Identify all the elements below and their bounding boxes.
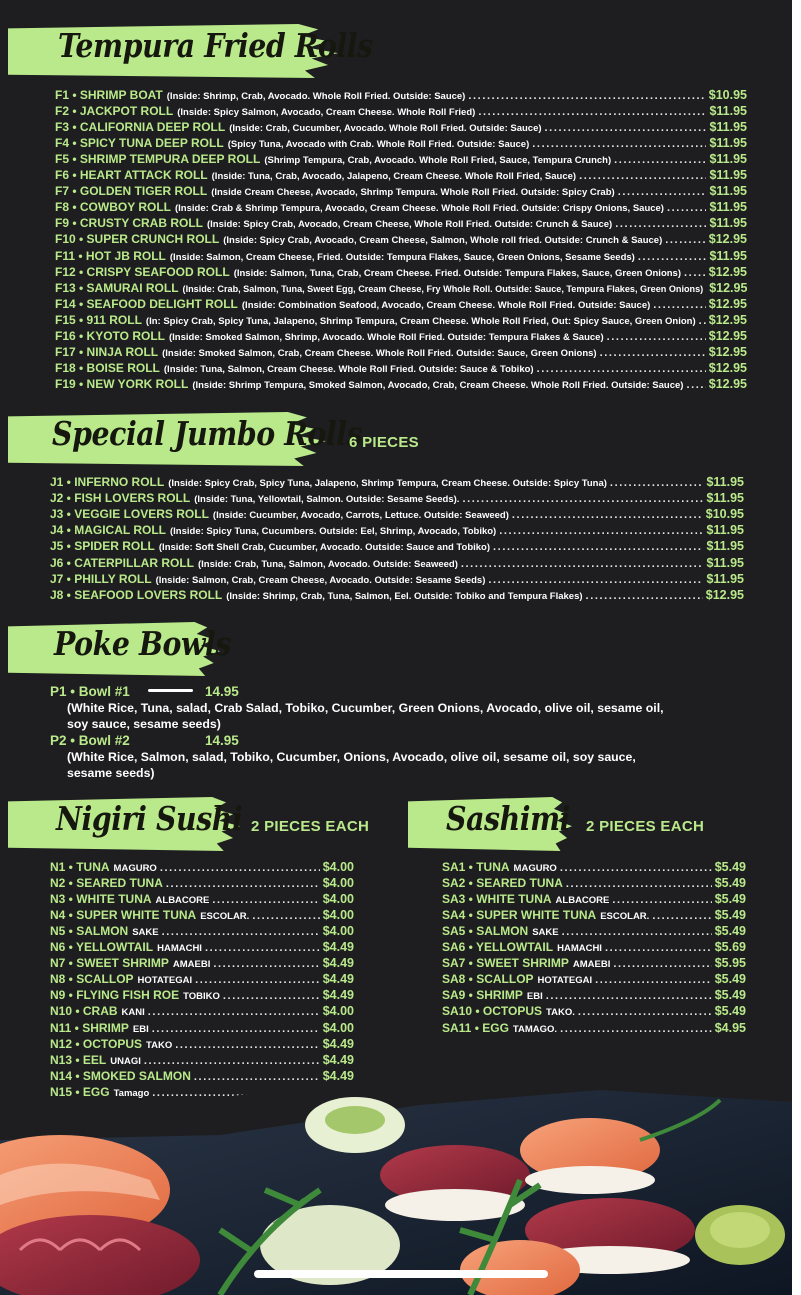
menu-item-row — [50, 940, 354, 956]
menu-item-name: F10 • SUPER CRUNCH ROLL — [55, 232, 220, 247]
poke-bowl-description: (White Rice, Salmon, salad, Tobiko, Cucumber, Onions, Avocado, olive oil, sesame oil, soy sauce, sesame seeds) — [67, 750, 636, 780]
menu-item-price: $4.49 — [322, 988, 354, 1003]
menu-item-name: N9 • FLYING FISH ROE — [50, 988, 180, 1003]
menu-item-name: SA10 • OCTOPUS — [442, 1004, 543, 1019]
menu-item-detail: MAGURO — [513, 863, 557, 874]
menu-item-name: F15 • 911 ROLL — [55, 312, 142, 327]
menu-item-detail: (Inside: Crab, Salmon, Tuna, Sweet Egg, Cream Cheese, Fry Whole Roll. Outside: Sauce, Tempura Flakes, Green Onions) — [182, 283, 704, 294]
menu-item-price: $11.95 — [709, 168, 747, 183]
menu-item-row — [55, 361, 747, 377]
dot-leader — [195, 974, 320, 986]
dot-leader — [600, 347, 706, 359]
menu-item-detail: ALBACORE — [155, 895, 210, 907]
sashimi-title: Sashimi — [446, 799, 571, 838]
menu-item-price: $4.49 — [322, 972, 354, 987]
menu-item-price: $11.95 — [709, 120, 747, 135]
menu-item-row — [50, 572, 744, 588]
menu-item-detail: (Inside: Crab, Tuna, Salmon, Avocado. Outside: Seaweed) — [197, 558, 458, 570]
menu-item-row — [50, 956, 354, 972]
menu-item-detail: ESCOLAR. — [200, 911, 250, 923]
menu-item-name: F4 • SPICY TUNA DEEP ROLL — [55, 136, 224, 151]
tempura-title: Tempura Fried Rolls — [58, 26, 373, 65]
menu-item-row — [55, 265, 747, 281]
dot-leader — [578, 1006, 712, 1018]
menu-item-price: $4.49 — [322, 940, 354, 955]
menu-item-detail: ALBACORE — [555, 895, 610, 907]
dot-leader — [566, 878, 712, 890]
dot-leader — [213, 958, 319, 970]
menu-item-price: $5.49 — [714, 988, 746, 1003]
menu-item-detail: MAGURO — [113, 863, 157, 874]
menu-item-row — [50, 523, 744, 539]
menu-item-name: N13 • EEL — [50, 1052, 107, 1067]
sushi-photo-image — [0, 1080, 792, 1295]
menu-item-name: F12 • CRISPY SEAFOOD ROLL — [55, 264, 230, 279]
sushi-photo — [0, 1080, 792, 1295]
menu-item-price: $11.95 — [709, 216, 747, 231]
menu-item-row — [50, 988, 354, 1004]
menu-item-price: $12.95 — [709, 280, 747, 295]
menu-item-detail: (Inside: Tuna, Crab, Avocado, Jalapeno, Cream Cheese. Whole Roll Fried, Sauce) — [211, 171, 577, 183]
menu-item-name: J4 • MAGICAL ROLL — [50, 523, 166, 538]
poke-bowl-price: 14.95 — [205, 733, 239, 748]
menu-item-name: F18 • BOISE ROLL — [55, 360, 160, 375]
menu-item-detail: (Inside Cream Cheese, Avocado, Shrimp Tempura. Whole Roll Fried. Outside: Spicy Crab) — [211, 187, 615, 199]
menu-item-row — [442, 1021, 746, 1037]
menu-item-name: F5 • SHRIMP TEMPURA DEEP ROLL — [55, 152, 261, 167]
dot-leader — [612, 894, 711, 906]
menu-item-name: F16 • KYOTO ROLL — [55, 328, 165, 343]
dot-leader — [144, 1055, 320, 1067]
menu-item-row — [50, 908, 354, 924]
menu-item-detail: (Inside: Salmon, Crab, Cream Cheese, Avocado. Outside: Sesame Seeds) — [155, 574, 486, 586]
jumbo-title: Special Jumbo Rolls — [52, 414, 363, 453]
menu-item-price: $5.49 — [714, 924, 746, 939]
menu-item-name: SA6 • YELLOWTAIL — [442, 940, 554, 955]
menu-item-name: J7 • PHILLY ROLL — [50, 571, 152, 586]
menu-item-name: N2 • SEARED TUNA — [50, 876, 163, 891]
dot-leader — [615, 218, 706, 230]
menu-item-row — [50, 892, 354, 908]
menu-item-row — [442, 908, 746, 924]
dot-leader — [699, 315, 706, 327]
menu-item-name: N3 • WHITE TUNA — [50, 892, 152, 907]
menu-item-row — [442, 972, 746, 988]
menu-item-price: $4.49 — [322, 956, 354, 971]
menu-item-price: $5.49 — [714, 876, 746, 891]
menu-item-detail: UNAGI — [110, 1055, 141, 1067]
menu-item-price: $5.49 — [714, 908, 746, 923]
menu-item-name: F19 • NEW YORK ROLL — [55, 376, 189, 391]
dot-leader — [607, 331, 706, 343]
menu-item-row — [442, 940, 746, 956]
menu-item-name: F14 • SEAFOOD DELIGHT ROLL — [55, 296, 238, 311]
menu-item-name: F9 • CRUSTY CRAB ROLL — [55, 216, 203, 231]
menu-item-detail: AMAEBI — [572, 959, 611, 971]
menu-item-detail: (Inside: Salmon, Cream Cheese, Fried. Outside: Tempura Flakes, Sauce, Green Onions, Sesame Seeds) — [169, 251, 635, 263]
menu-item-row — [55, 377, 747, 393]
menu-item-detail: ESCOLAR. — [600, 911, 650, 923]
menu-item-row — [55, 136, 747, 152]
menu-item-name: F8 • COWBOY ROLL — [55, 200, 171, 215]
menu-item-name: N15 • EGG — [50, 1084, 110, 1099]
menu-item-price: $5.49 — [714, 892, 746, 907]
menu-item-price: $12.95 — [705, 587, 744, 602]
menu-item-row — [50, 924, 354, 940]
menu-item-price: $11.95 — [706, 475, 744, 489]
menu-item-name: J3 • VEGGIE LOVERS ROLL — [50, 507, 209, 522]
menu-item-row — [55, 152, 747, 168]
menu-item-price: $11.95 — [706, 539, 744, 554]
menu-item-detail: KANI — [121, 1007, 145, 1019]
menu-item-detail: TAKO. — [546, 1007, 575, 1019]
menu-item-row — [55, 313, 747, 329]
menu-item-detail: HOTATEGAI — [537, 975, 593, 987]
menu-item-detail: TAMAGO. — [512, 1023, 558, 1035]
menu-item-name: N10 • CRAB — [50, 1004, 118, 1019]
menu-item-name: N14 • SMOKED SALMON — [50, 1068, 191, 1083]
menu-item-price: $4.49 — [322, 1068, 354, 1083]
menu-item-name: N11 • SHRIMP — [50, 1020, 129, 1035]
menu-item-name: J6 • CATERPILLAR ROLL — [50, 555, 194, 570]
menu-item-name: SA1 • TUNA — [442, 860, 510, 874]
menu-item-name: F6 • HEART ATTACK ROLL — [55, 168, 208, 183]
menu-item-name: F1 • SHRIMP BOAT — [55, 88, 163, 102]
menu-item-row — [55, 232, 747, 248]
menu-item-name: N7 • SWEET SHRIMP — [50, 956, 169, 971]
menu-item-price: $12.95 — [708, 344, 747, 359]
menu-item-price: $4.00 — [322, 892, 354, 907]
menu-item-row — [55, 120, 747, 136]
menu-item-name: SA9 • SHRIMP — [442, 988, 523, 1003]
menu-item-row — [50, 507, 744, 523]
dot-leader — [614, 154, 706, 166]
menu-item-detail: Tamago — [113, 1087, 150, 1099]
menu-item-price: $11.95 — [706, 523, 744, 538]
menu-item-name: N12 • OCTOPUS — [50, 1036, 143, 1051]
menu-item-price: $5.49 — [714, 972, 746, 987]
menu-item-price: $11.95 — [709, 184, 747, 199]
dot-leader — [560, 862, 712, 874]
dot-leader — [665, 234, 706, 246]
poke-bowl-name: P1 • Bowl #1 — [50, 684, 130, 699]
menu-item-name: N1 • TUNA — [50, 860, 110, 874]
nigiri-title: Nigiri Sushi — [56, 799, 243, 838]
menu-item-row — [55, 184, 747, 200]
menu-item-price: $12.95 — [708, 328, 747, 343]
menu-item-detail: (Inside: Tuna, Yellowtail, Salmon. Outside: Sesame Seeds). — [194, 494, 460, 506]
menu-item-detail: (Inside: Salmon, Tuna, Crab, Cream Cheese. Fried. Outside: Tempura Flakes, Sauce, Green Onions) — [233, 267, 682, 279]
menu-item-price: $4.00 — [322, 908, 354, 923]
dot-leader — [653, 299, 705, 311]
menu-item-detail: (Inside: Spicy Crab, Spicy Tuna, Jalapeno, Shrimp Tempura, Cream Cheese. Outside: Spicy Tuna) — [168, 478, 607, 489]
menu-item-detail: SAKE — [532, 927, 559, 939]
nigiri-subtitle: 2 PIECES EACH — [251, 818, 370, 835]
menu-item-detail: HOTATEGAI — [137, 975, 193, 987]
menu-item-price: $11.95 — [706, 571, 744, 586]
dot-leader — [618, 186, 707, 198]
menu-item-name: F7 • GOLDEN TIGER ROLL — [55, 184, 208, 199]
dot-leader — [478, 106, 706, 118]
poke-bowl-description: (White Rice, Tuna, salad, Crab Salad, Tobiko, Cucumber, Green Onions, Avocado, olive oil, sesame oil, soy sauce, sesame seeds) — [67, 701, 664, 731]
dot-leader — [613, 958, 711, 970]
bowl-divider-stroke — [148, 689, 193, 692]
dot-leader — [252, 910, 319, 922]
menu-item-detail: (Inside: Spicy Crab, Avocado, Cream Cheese, Salmon, Whole roll fried. Outside: Crunch & Sauce) — [223, 235, 663, 247]
dot-leader — [162, 926, 320, 938]
menu-item-detail: TOBIKO — [183, 991, 220, 1003]
menu-item-name: N8 • SCALLOP — [50, 972, 134, 987]
dot-leader — [610, 477, 704, 489]
menu-item-detail: (Inside: Smoked Salmon, Shrimp, Avocado. Whole Roll Fried. Outside: Tempura Flakes & Sauce) — [169, 331, 604, 343]
menu-item-name: F13 • SAMURAI ROLL — [55, 280, 179, 295]
dot-leader — [605, 942, 712, 954]
menu-item-price: $10.95 — [708, 88, 747, 102]
dot-leader — [152, 1023, 320, 1035]
menu-item-price: $4.49 — [322, 1052, 354, 1067]
menu-item-name: J8 • SEAFOOD LOVERS ROLL — [50, 587, 223, 602]
menu-item-row — [50, 491, 744, 507]
menu-item-row — [50, 1021, 354, 1037]
menu-item-name: F2 • JACKPOT ROLL — [55, 104, 174, 119]
menu-item-detail: (Spicy Tuna, Avocado with Crab. Whole Roll Fried. Outside: Sauce) — [227, 139, 530, 151]
dot-leader — [205, 942, 320, 954]
menu-item-row — [50, 556, 744, 572]
menu-item-detail: (Inside: Smoked Salmon, Crab, Cream Cheese. Whole Roll Fried. Outside: Sauce, Green Onions) — [162, 347, 597, 359]
menu-item-row — [442, 892, 746, 908]
menu-item-price: $4.00 — [322, 924, 354, 939]
menu-item-price: $11.95 — [706, 491, 744, 506]
menu-item-detail: AMAEBI — [172, 959, 211, 971]
home-indicator[interactable] — [254, 1270, 548, 1278]
dot-leader — [560, 1023, 712, 1035]
menu-item-row — [442, 924, 746, 940]
menu-item-detail: (Inside: Spicy Crab, Avocado, Cream Cheese, Whole Roll Fried. Outside: Crunch & Sauce) — [206, 219, 613, 231]
menu-item-detail: (Inside: Cucumber, Avocado, Carrots, Lettuce. Outside: Seaweed) — [212, 510, 509, 522]
dot-leader — [545, 122, 707, 134]
dot-leader — [461, 558, 704, 570]
menu-item-row — [442, 876, 746, 892]
menu-item-row — [55, 345, 747, 361]
menu-item-name: N5 • SALMON — [50, 924, 129, 939]
dot-leader — [652, 910, 711, 922]
menu-item-price: $11.95 — [709, 248, 747, 263]
menu-item-price: $11.95 — [709, 152, 747, 167]
menu-item-detail: (Inside: Crab & Shrimp Tempura, Avocado, Cream Cheese. Whole Roll Fried. Outside: Crispy Onions, Sauce) — [174, 203, 664, 215]
dot-leader — [638, 251, 707, 263]
dot-leader — [462, 493, 703, 505]
menu-item-price: $12.95 — [708, 264, 747, 279]
menu-item-row — [50, 860, 354, 876]
dot-leader — [493, 541, 703, 553]
menu-item-row — [55, 200, 747, 216]
menu-item-name: F3 • CALIFORNIA DEEP ROLL — [55, 120, 226, 135]
menu-item-price: $10.95 — [705, 507, 744, 522]
menu-item-detail: (Shrimp Tempura, Crab, Avocado. Whole Roll Fried, Sauce, Tempura Crunch) — [264, 155, 612, 167]
menu-item-row — [50, 876, 354, 892]
menu-item-price: $4.00 — [322, 876, 354, 891]
menu-item-detail: (Inside: Combination Seafood, Avocado, Cream Cheese. Whole Roll Fried. Outside: Sauce) — [241, 299, 651, 311]
menu-item-name: F11 • HOT JB ROLL — [55, 248, 166, 263]
poke-bowl-price: 14.95 — [205, 684, 239, 699]
menu-item-price: $11.95 — [706, 555, 744, 570]
menu-item-price: $11.95 — [709, 136, 747, 151]
menu-item-name: J1 • INFERNO ROLL — [50, 475, 165, 489]
poke-title: Poke Bowls — [54, 624, 231, 663]
menu-item-name: N4 • SUPER WHITE TUNA — [50, 908, 197, 923]
menu-item-detail: (Inside: Shrimp, Crab, Avocado. Whole Roll Fried. Outside: Sauce) — [166, 91, 466, 102]
dot-leader — [488, 574, 703, 586]
menu-item-row — [50, 972, 354, 988]
menu-item-price: $12.95 — [708, 312, 747, 327]
dot-leader — [499, 525, 703, 537]
menu-item-detail: (Inside: Tuna, Salmon, Cream Cheese. Whole Roll Fried. Outside: Sauce & Tobiko) — [163, 363, 534, 375]
menu-item-name: SA5 • SALMON — [442, 924, 529, 939]
menu-item-name: SA11 • EGG — [442, 1020, 509, 1035]
menu-item-price: $11.95 — [709, 200, 747, 215]
menu-item-price: $4.95 — [714, 1020, 746, 1035]
menu-item-price: $5.49 — [714, 1004, 746, 1019]
menu-item-detail: TAKO — [146, 1039, 173, 1051]
menu-item-price: $12.95 — [708, 296, 747, 311]
menu-item-detail: (Inside: Shrimp, Crab, Tuna, Salmon, Eel. Outside: Tobiko and Tempura Flakes) — [226, 590, 583, 602]
sashimi-subtitle: 2 PIECES EACH — [586, 818, 705, 835]
menu-item-row — [50, 475, 744, 491]
dot-leader — [595, 974, 712, 986]
menu-item-detail: EBI — [526, 991, 543, 1003]
menu-item-row — [50, 539, 744, 555]
menu-item-detail: (In: Spicy Crab, Spicy Tuna, Jalapeno, Shrimp Tempura, Cream Cheese. Whole Roll Fried, Out: Spicy Sauce, Green Onion) — [145, 315, 696, 327]
dot-leader — [148, 1006, 320, 1018]
dot-leader — [468, 90, 705, 102]
menu-item-row — [442, 860, 746, 876]
dot-leader — [532, 138, 706, 150]
menu-item-detail: EBI — [132, 1023, 149, 1035]
menu-item-price: $5.69 — [714, 940, 746, 955]
menu-item-price: $5.49 — [714, 860, 746, 874]
dot-leader — [686, 379, 705, 391]
menu-item-name: SA4 • SUPER WHITE TUNA — [442, 908, 597, 923]
menu-item-name: J5 • SPIDER ROLL — [50, 539, 155, 554]
dot-leader — [537, 363, 706, 375]
menu-item-price: $4.00 — [322, 860, 354, 874]
dot-leader — [166, 878, 320, 890]
menu-item-price: $4.49 — [322, 1036, 354, 1051]
menu-item-price: $12.95 — [708, 376, 747, 391]
menu-item-name: SA2 • SEARED TUNA — [442, 876, 563, 891]
menu-item-row — [55, 329, 747, 345]
dot-leader — [223, 990, 320, 1002]
menu-item-price: $11.95 — [709, 104, 747, 119]
jumbo-subtitle: 6 PIECES — [349, 434, 419, 451]
dot-leader — [667, 202, 706, 214]
menu-item-detail: (Inside: Shrimp Tempura, Smoked Salmon, Avocado, Crab, Cream Cheese. Whole Roll Fried. Outside: Sauce) — [192, 379, 684, 391]
menu-item-detail: HAMACHI — [157, 943, 202, 955]
menu-item-row — [50, 1004, 354, 1020]
dot-leader — [579, 170, 706, 182]
dot-leader — [586, 590, 703, 602]
menu-item-row — [50, 588, 744, 604]
dot-leader — [562, 926, 712, 938]
poke-bowl-name: P2 • Bowl #2 — [50, 733, 130, 748]
menu-item-detail: (Inside: Spicy Salmon, Avocado, Cream Cheese. Whole Roll Fried) — [177, 107, 476, 119]
dot-leader — [512, 509, 703, 521]
menu-item-row — [55, 297, 747, 313]
menu-item-price: $5.95 — [714, 956, 746, 971]
menu-item-price: $12.95 — [708, 232, 747, 247]
dot-leader — [546, 990, 712, 1002]
menu-item-row — [55, 104, 747, 120]
menu-item-name: F17 • NINJA ROLL — [55, 344, 159, 359]
menu-item-detail: HAMACHI — [557, 943, 602, 955]
menu-item-row — [442, 956, 746, 972]
menu-item-row — [55, 216, 747, 232]
menu-item-name: SA8 • SCALLOP — [442, 972, 534, 987]
menu-item-row — [50, 1037, 354, 1053]
menu-item-detail: SAKE — [132, 927, 159, 939]
menu-item-row — [55, 281, 747, 297]
menu-item-detail: (Inside: Crab, Cucumber, Avocado. Whole Roll Fried. Outside: Sauce) — [229, 123, 542, 135]
dot-leader — [212, 894, 319, 906]
menu-item-name: SA3 • WHITE TUNA — [442, 892, 552, 907]
menu-item-row — [50, 1053, 354, 1069]
menu-item-price: $12.95 — [708, 360, 747, 375]
menu-item-row — [442, 988, 746, 1004]
dot-leader — [684, 267, 706, 279]
menu-item-row — [55, 168, 747, 184]
menu-item-name: SA7 • SWEET SHRIMP — [442, 956, 569, 971]
menu-item-row — [442, 1004, 746, 1020]
menu-item-detail: (Inside: Soft Shell Crab, Cucumber, Avocado. Outside: Sauce and Tobiko) — [158, 542, 491, 554]
menu-item-detail: (Inside: Spicy Tuna, Cucumbers. Outside: Eel, Shrimp, Avocado, Tobiko) — [170, 526, 497, 538]
dot-leader — [175, 1039, 319, 1051]
menu-item-name: J2 • FISH LOVERS ROLL — [50, 491, 191, 506]
menu-item-name: N6 • YELLOWTAIL — [50, 940, 154, 955]
menu-item-price: $4.00 — [322, 1020, 354, 1035]
dot-leader — [160, 862, 320, 874]
menu-item-price: $4.00 — [322, 1004, 354, 1019]
menu-item-row — [55, 88, 747, 104]
menu-item-row — [55, 249, 747, 265]
